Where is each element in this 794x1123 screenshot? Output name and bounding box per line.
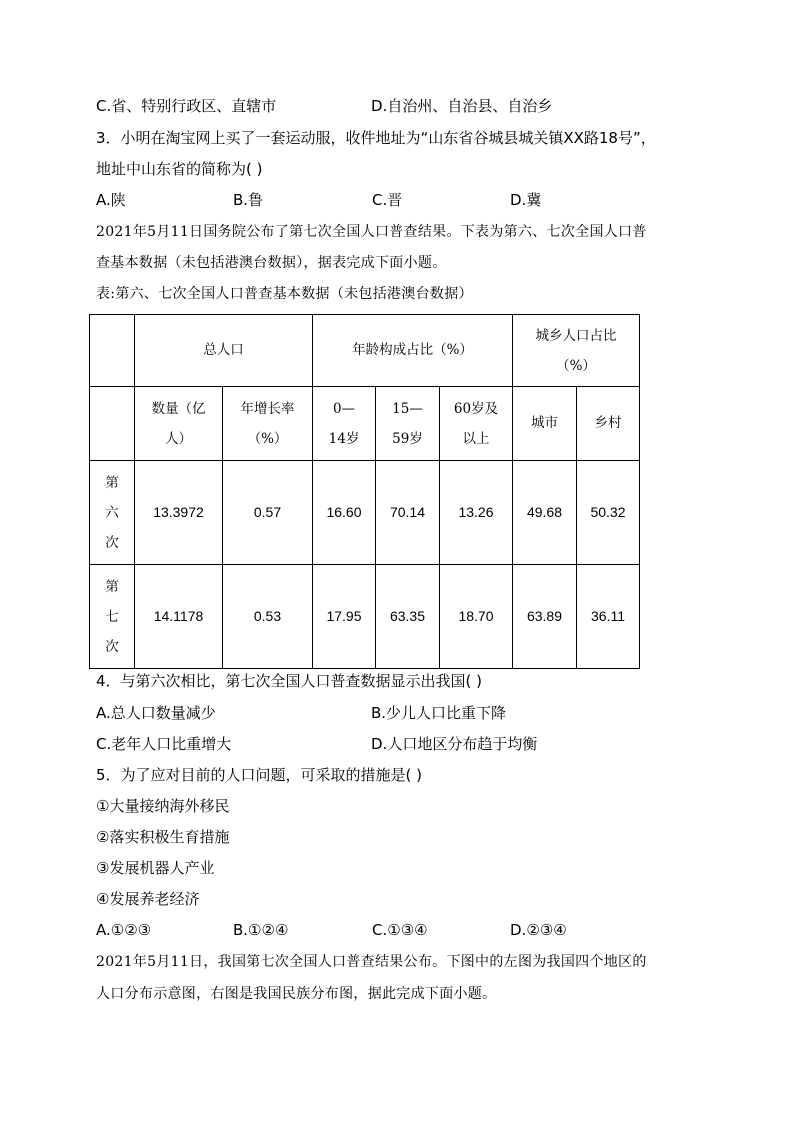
header-urban-rural [513, 315, 640, 387]
table-caption: 表:第六、七次全国人口普查基本数据（未包括港澳台数据） [96, 286, 473, 302]
row-label-char: 六 [105, 504, 119, 521]
cell-growth: 0.57 [223, 461, 313, 565]
cell-age-15-59: 63.35 [376, 565, 440, 669]
header-age1-line2: 14岁 [328, 430, 360, 447]
header-count-line2: 人） [165, 430, 192, 447]
census-table [89, 314, 640, 669]
q3-option-b: B.鲁 [233, 191, 264, 209]
q4-option-d: D.人口地区分布趋于均衡 [371, 735, 538, 753]
cell-urban: 49.68 [513, 461, 577, 565]
row-label-char: 次 [105, 638, 119, 655]
header-age-0-14 [313, 387, 376, 461]
intro2-line2: 人口分布示意图，右图是我国民族分布图，据此完成下面小题。 [96, 986, 497, 1002]
header-total: 总人口 [135, 315, 313, 387]
corner-cell-2 [90, 387, 135, 461]
header-age-15-59 [376, 387, 440, 461]
cell-age-60-plus: 18.70 [440, 565, 513, 669]
cell-age-15-59: 70.14 [376, 461, 440, 565]
q5-option-d: D.②③④ [510, 921, 567, 939]
cell-rural: 50.32 [577, 461, 640, 565]
q5-item-3: ③发展机器人产业 [96, 859, 215, 877]
row-label-char: 次 [105, 534, 119, 551]
header-count-line1: 数量（亿 [151, 400, 206, 417]
q2-option-c: C.省、特别行政区、直辖市 [96, 97, 277, 115]
q5-item-4: ④发展养老经济 [96, 890, 200, 908]
q5-option-c: C.①③④ [372, 921, 428, 939]
header-age2-line2: 59岁 [392, 430, 423, 447]
table-row-sixth [90, 461, 640, 565]
q4-option-a: A.总人口数量减少 [96, 704, 216, 722]
cell-age-0-14: 16.60 [313, 461, 376, 565]
cell-age-0-14: 17.95 [313, 565, 376, 669]
q3-option-c: C.晋 [372, 191, 403, 209]
q3-option-d: D.冀 [510, 191, 542, 209]
cell-age-60-plus: 13.26 [440, 461, 513, 565]
table-row-seventh [90, 565, 640, 669]
row-label-char: 七 [105, 608, 119, 625]
cell-growth: 0.53 [223, 565, 313, 669]
q4-option-b: B.少儿人口比重下降 [371, 704, 507, 722]
intro1-line2: 查基本数据（未包括港澳台数据），据表完成下面小题。 [96, 255, 447, 271]
q5-option-b: B.①②④ [233, 921, 289, 939]
intro2-line1: 2021年5月11日，我国第七次全国人口普查结果公布。下图中的左图为我国四个地区的 [96, 954, 647, 970]
table-header-row-2 [90, 387, 640, 461]
q5-item-1: ①大量接纳海外移民 [96, 797, 230, 815]
q4-option-c: C.老年人口比重增大 [96, 735, 232, 753]
q5-item-2: ②落实积极生育措施 [96, 828, 230, 846]
header-urban: 城市 [513, 387, 577, 461]
header-growth-line1: 年增长率 [240, 400, 295, 417]
header-urban-rural-line2: （%） [556, 357, 596, 374]
cell-urban: 63.89 [513, 565, 577, 669]
header-count [135, 387, 223, 461]
table-header-row-1 [90, 315, 640, 387]
header-age-60-plus [440, 387, 513, 461]
header-growth-line2: （%） [247, 430, 288, 447]
header-age3-line1: 60岁及 [453, 400, 499, 417]
corner-cell [90, 315, 135, 387]
cell-count: 13.3972 [135, 461, 223, 565]
header-age: 年龄构成占比（%） [313, 315, 513, 387]
q3-option-a: A.陕 [96, 191, 126, 209]
q5-option-a: A.①②③ [96, 921, 152, 939]
q2-option-d: D.自治州、自治县、自治乡 [371, 97, 553, 115]
q5-stem: 5．为了应对目前的人口问题，可采取的措施是( ) [96, 766, 423, 784]
header-age3-line2: 以上 [462, 430, 490, 447]
row-label-char: 第 [105, 578, 119, 595]
header-age2-line1: 15— [392, 400, 423, 417]
q4-stem: 4．与第六次相比，第七次全国人口普查数据显示出我国( ) [96, 672, 483, 690]
header-rural: 乡村 [577, 387, 640, 461]
header-age1-line1: 0— [332, 400, 356, 417]
header-growth [223, 387, 313, 461]
header-urban-rural-line1: 城乡人口占比 [535, 327, 617, 344]
intro1-line1: 2021年5月11日国务院公布了第七次全国人口普查结果。下表为第六、七次全国人口普 [96, 224, 647, 240]
cell-rural: 36.11 [577, 565, 640, 669]
cell-count: 14.1178 [135, 565, 223, 669]
row-label-char: 第 [105, 474, 119, 491]
row-label-seventh [90, 565, 135, 669]
q3-stem-line2: 地址中山东省的简称为( ) [96, 160, 263, 178]
row-label-sixth [90, 461, 135, 565]
q3-stem-line1: 3．小明在淘宝网上买了一套运动服，收件地址为“山东省谷城县城关镇XX路18号”， [96, 129, 656, 147]
